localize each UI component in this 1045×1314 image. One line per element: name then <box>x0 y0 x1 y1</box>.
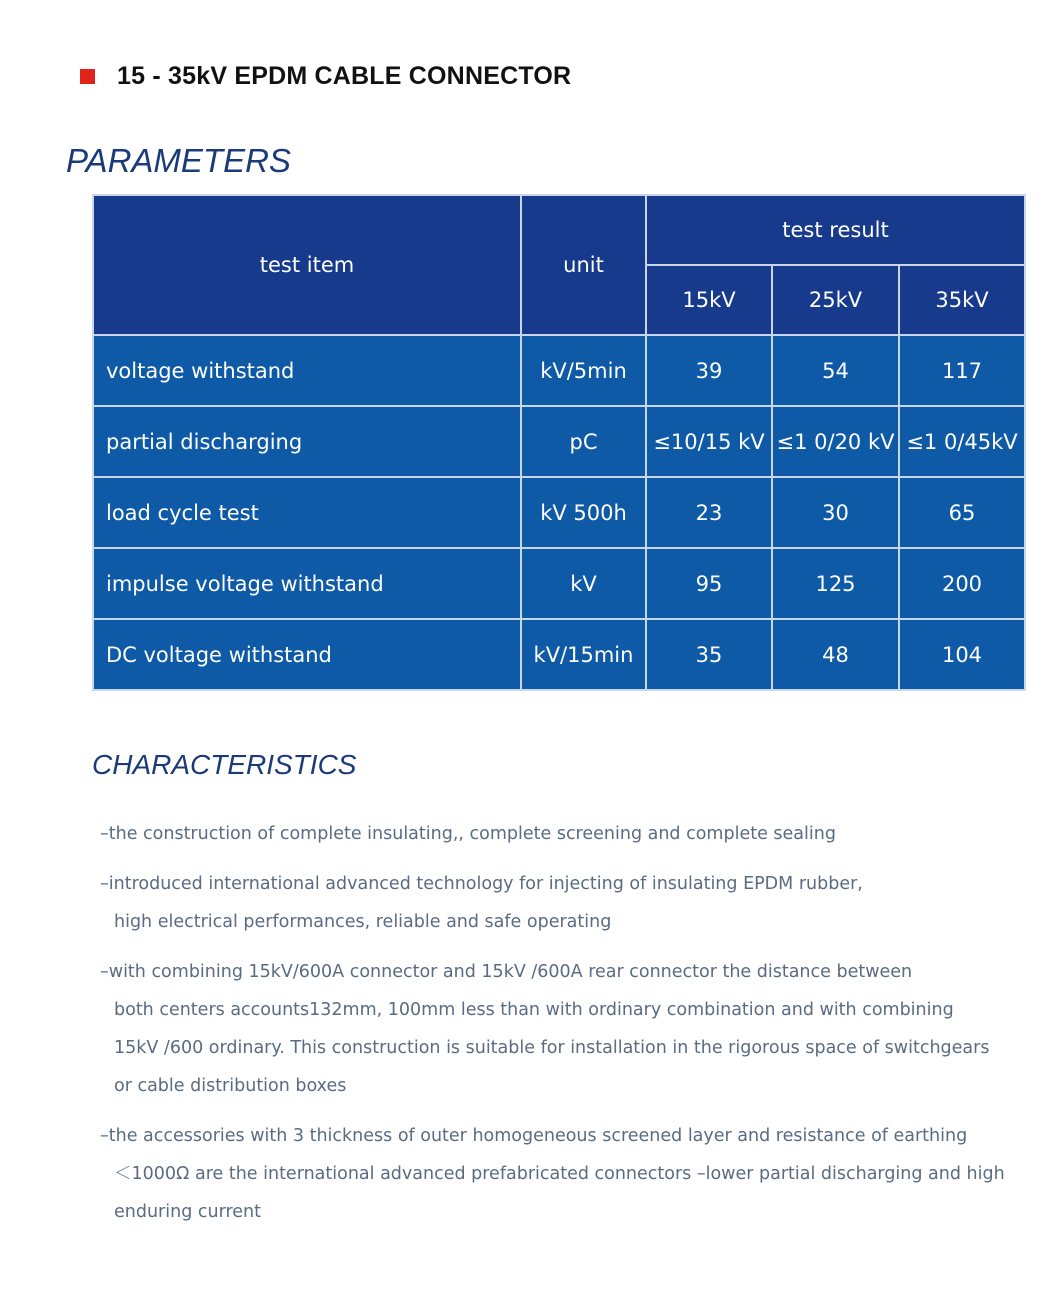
header-35kv: 35kV <box>899 265 1025 335</box>
page-title: 15 - 35kV EPDM CABLE CONNECTOR <box>117 62 572 90</box>
characteristic-line: –the accessories with 3 thickness of outer homogeneous screened layer and resistance of earthing <box>100 1126 968 1146</box>
cell-item: load cycle test <box>93 477 521 548</box>
header-25kv: 25kV <box>772 265 899 335</box>
cell-unit: kV <box>521 548 646 619</box>
red-square-icon <box>80 69 95 84</box>
table-row <box>93 619 1025 690</box>
cell-unit: pC <box>521 406 646 477</box>
cell-unit: kV 500h <box>521 477 646 548</box>
characteristic-line: both centers accounts132mm, 100mm less than with ordinary combination and with combining <box>114 1000 954 1020</box>
cell-item: partial discharging <box>93 406 521 477</box>
cell-25kv: 125 <box>772 548 899 619</box>
cell-35kv: 117 <box>899 335 1025 406</box>
table-row <box>93 335 1025 406</box>
parameters-table <box>92 194 1026 691</box>
characteristic-line: –introduced international advanced technology for injecting of insulating EPDM rubber, <box>100 874 863 894</box>
characteristic-line: enduring current <box>114 1202 262 1222</box>
cell-25kv: 48 <box>772 619 899 690</box>
cell-unit: kV/15min <box>521 619 646 690</box>
characteristic-line: 15kV /600 ordinary. This construction is suitable for installation in the rigorous space of switchgears <box>114 1038 990 1058</box>
header-unit: unit <box>521 195 646 335</box>
cell-35kv: ≤1 0/45kV <box>899 406 1025 477</box>
cell-25kv: 54 <box>772 335 899 406</box>
header-15kv: 15kV <box>646 265 772 335</box>
cell-35kv: 65 <box>899 477 1025 548</box>
cell-15kv: 23 <box>646 477 772 548</box>
characteristic-line: or cable distribution boxes <box>114 1076 347 1096</box>
table-row <box>93 477 1025 548</box>
cell-item: impulse voltage withstand <box>93 548 521 619</box>
characteristic-line: –with combining 15kV/600A connector and 15kV /600A rear connector the distance between <box>100 962 913 982</box>
cell-25kv: ≤1 0/20 kV <box>772 406 899 477</box>
list-item <box>100 953 1035 1105</box>
cell-item: DC voltage withstand <box>93 619 521 690</box>
list-item <box>100 815 1035 853</box>
cell-35kv: 104 <box>899 619 1025 690</box>
characteristic-line: high electrical performances, reliable and safe operating <box>114 912 612 932</box>
header-test-item: test item <box>93 195 521 335</box>
cell-35kv: 200 <box>899 548 1025 619</box>
characteristics-list <box>100 815 1035 1243</box>
cell-15kv: 95 <box>646 548 772 619</box>
list-item <box>100 865 1035 941</box>
title-row <box>80 62 571 91</box>
cell-25kv: 30 <box>772 477 899 548</box>
table-row <box>93 406 1025 477</box>
cell-item: voltage withstand <box>93 335 521 406</box>
parameters-heading: PARAMETERS <box>66 142 291 179</box>
header-test-result: test result <box>646 195 1025 265</box>
list-item <box>100 1117 1035 1231</box>
characteristic-line: ＜1000Ω are the international advanced prefabricated connectors –lower partial discharging and high <box>114 1164 1005 1184</box>
cell-15kv: 35 <box>646 619 772 690</box>
characteristics-heading: CHARACTERISTICS <box>92 749 357 780</box>
characteristic-line: –the construction of complete insulating,, complete screening and complete sealing <box>100 824 836 844</box>
cell-15kv: 39 <box>646 335 772 406</box>
cell-unit: kV/5min <box>521 335 646 406</box>
cell-15kv: ≤10/15 kV <box>646 406 772 477</box>
table-row <box>93 548 1025 619</box>
